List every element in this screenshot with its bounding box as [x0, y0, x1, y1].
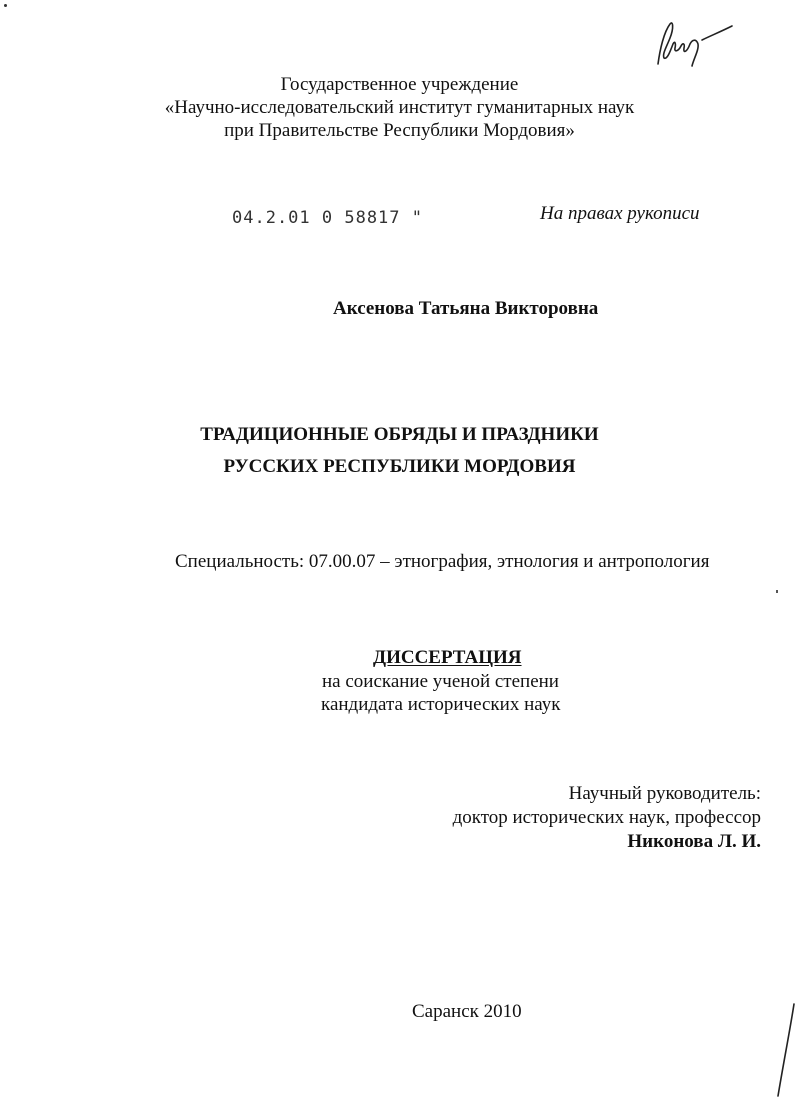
scan-speck [4, 4, 7, 7]
place-year: Саранск 2010 [412, 1001, 522, 1022]
scan-speck [776, 590, 778, 593]
institution-type: Государственное учреждение [280, 74, 519, 95]
thesis-title-line2: РУССКИХ РЕСПУБЛИКИ МОРДОВИЯ [223, 456, 576, 477]
dissertation-degree: кандидата исторических наук [321, 694, 561, 715]
manuscript-rights: На правах рукописи [540, 203, 700, 224]
supervisor-degree: доктор исторических наук, профессор [452, 807, 761, 828]
thesis-title-line1: ТРАДИЦИОННЫЕ ОБРЯДЫ И ПРАЗДНИКИ [200, 424, 599, 445]
archive-number: 04.2.01 0 58817 " [232, 208, 423, 228]
institution-name: «Научно-исследовательский институт гуманитарных наук [164, 97, 635, 118]
author-name: Аксенова Татьяна Викторовна [333, 298, 599, 319]
dissertation-label: ДИССЕРТАЦИЯ [373, 647, 522, 668]
supervisor-label: Научный руководитель: [568, 783, 761, 804]
pen-stroke [770, 1000, 799, 1100]
supervisor-name: Никонова Л. И. [627, 831, 761, 852]
institution-affiliation: при Правительстве Республики Мордовия» [224, 120, 575, 141]
handwritten-signature [640, 14, 740, 74]
dissertation-purpose: на соискание ученой степени [322, 671, 559, 692]
specialty: Специальность: 07.00.07 – этнография, этнология и антропология [175, 551, 710, 572]
